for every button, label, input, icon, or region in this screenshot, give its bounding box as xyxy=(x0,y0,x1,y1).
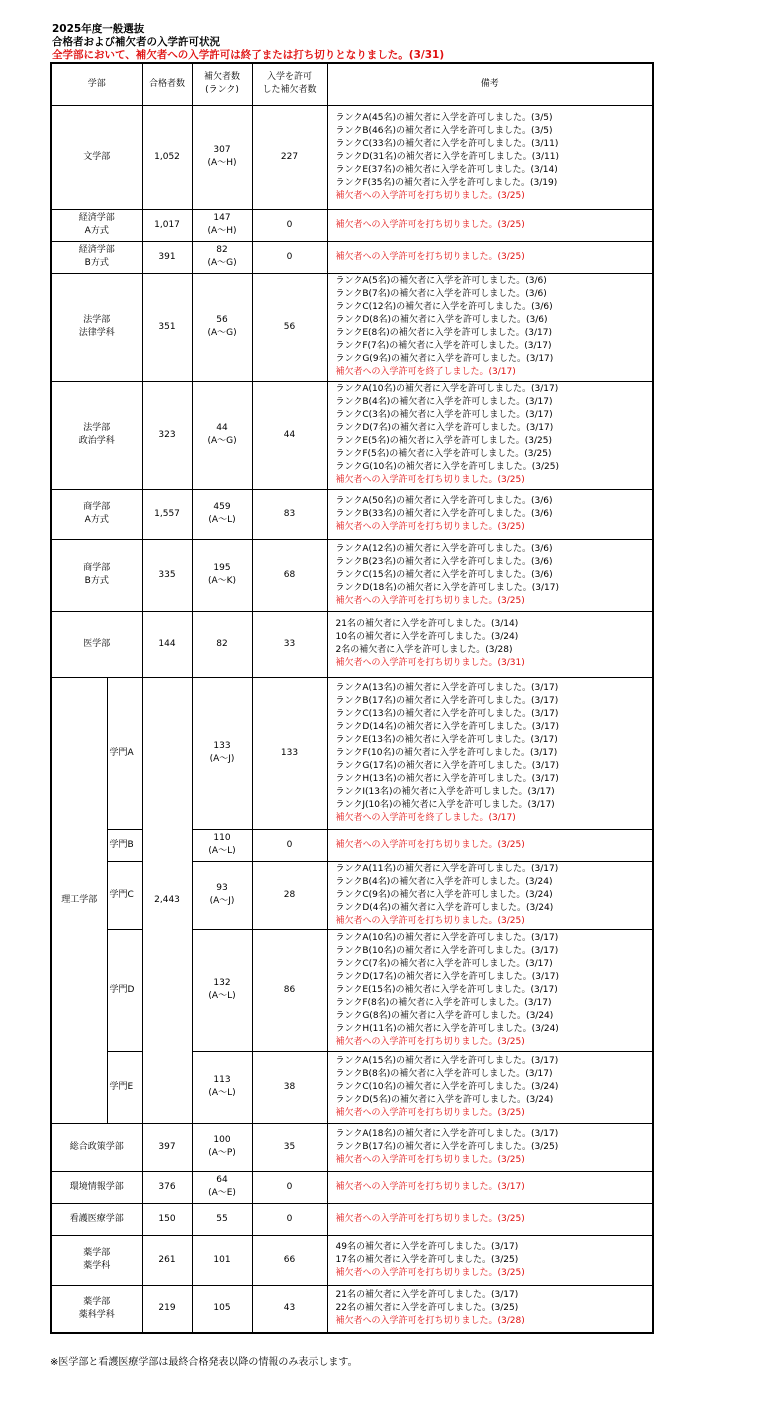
passed-cell: 391 xyxy=(142,241,192,273)
header-waitlist-text xyxy=(193,71,252,97)
waitlist-rank: (A～H) xyxy=(207,226,237,236)
waitlist-cell xyxy=(192,1051,252,1123)
note-line: ランクI(13名)の補欠者に入学を許可しました。(3/17) xyxy=(335,786,555,797)
waitlist-cell xyxy=(192,611,252,677)
faculty-name-line: 薬学部 xyxy=(83,1248,111,1258)
waitlist-cell xyxy=(192,1171,252,1203)
admitted-cell: 38 xyxy=(252,1051,327,1123)
header-admitted-text xyxy=(253,71,327,97)
faculty-cell xyxy=(51,1285,142,1333)
table-row xyxy=(51,273,653,381)
waitlist-count: 195 xyxy=(213,563,231,573)
waitlist-rank: (A～P) xyxy=(208,1148,236,1158)
table-row xyxy=(51,677,653,829)
department-cell: 学門C xyxy=(107,861,142,929)
note-line: ランクC(3名)の補欠者に入学を許可しました。(3/17) xyxy=(335,410,553,420)
note-line: ランクE(13名)の補欠者に入学を許可しました。(3/17) xyxy=(335,734,558,745)
passed-cell: 351 xyxy=(142,273,192,381)
admitted-cell: 86 xyxy=(252,929,327,1051)
waitlist-count: 64 xyxy=(216,1175,228,1185)
notes-cell xyxy=(327,539,653,611)
note-line: ランクC(10名)の補欠者に入学を許可しました。(3/24) xyxy=(335,1081,559,1092)
department-cell: 学門D xyxy=(107,929,142,1051)
note-line: ランクF(10名)の補欠者に入学を許可しました。(3/17) xyxy=(335,747,558,758)
header-passed: 合格者数 xyxy=(142,63,192,105)
faculty-name-line: 経済学部 xyxy=(78,245,115,255)
waitlist-rank: (A～L) xyxy=(208,991,236,1001)
faculty-name-line: B方式 xyxy=(84,576,109,586)
department-cell: 学門B xyxy=(107,829,142,861)
waitlist-rank: (A～K) xyxy=(207,576,237,586)
notes-cell xyxy=(327,105,653,209)
table-header-row xyxy=(51,63,653,105)
note-line: 21名の補欠者に入学を許可しました。(3/14) xyxy=(335,619,519,629)
admitted-cell: 66 xyxy=(252,1235,327,1285)
note-line: ランクD(5名)の補欠者に入学を許可しました。(3/24) xyxy=(335,1094,554,1105)
waitlist-cell xyxy=(192,209,252,241)
faculty-name-line: 法律学科 xyxy=(78,328,115,338)
faculty-cell xyxy=(51,539,142,611)
faculty-name-line: 医学部 xyxy=(83,638,111,649)
waitlist-rank: (A～G) xyxy=(207,328,237,338)
notes-cell xyxy=(327,381,653,489)
table-row xyxy=(51,1051,653,1123)
note-line: ランクA(11名)の補欠者に入学を許可しました。(3/17) xyxy=(335,863,559,874)
faculty-cell xyxy=(51,241,142,273)
note-line: ランクB(46名)の補欠者に入学を許可しました。(3/5) xyxy=(335,125,553,136)
notes-cell xyxy=(327,1235,653,1285)
note-line: ランクA(13名)の補欠者に入学を許可しました。(3/17) xyxy=(335,682,559,693)
notes-cell xyxy=(327,1171,653,1203)
faculty-name-line: 法学部 xyxy=(83,423,111,433)
status-note: 補欠者への入学許可を打ち切りました。(3/25) xyxy=(335,475,525,485)
admitted-cell: 56 xyxy=(252,273,327,381)
faculty-name-line: 看護医療学部 xyxy=(69,1213,124,1224)
waitlist-count: 44 xyxy=(216,423,228,433)
note-line: 21名の補欠者に入学を許可しました。(3/17) xyxy=(335,1290,519,1301)
waitlist-cell xyxy=(192,929,252,1051)
note-line: 2名の補欠者に入学を許可しました。(3/28) xyxy=(335,645,513,655)
waitlist-cell xyxy=(192,241,252,273)
passed-cell: 376 xyxy=(142,1171,192,1203)
admitted-cell: 44 xyxy=(252,381,327,489)
note-line: ランクE(15名)の補欠者に入学を許可しました。(3/17) xyxy=(335,984,558,995)
admission-table xyxy=(50,62,654,1334)
waitlist-rank: (A～J) xyxy=(209,896,235,906)
header-admitted-line: 入学を許可 xyxy=(267,72,313,83)
note-line: ランクG(17名)の補欠者に入学を許可しました。(3/17) xyxy=(335,760,560,771)
header-waitlist xyxy=(192,63,252,105)
status-note: 補欠者への入学許可を打ち切りました。(3/25) xyxy=(335,1154,525,1165)
notes-cell xyxy=(327,611,653,677)
notes-cell xyxy=(327,1123,653,1171)
table-row xyxy=(51,489,653,539)
waitlist-cell xyxy=(192,1235,252,1285)
notes-cell xyxy=(327,929,653,1051)
faculty-name-line: 薬学科 xyxy=(83,1261,111,1271)
waitlist-cell xyxy=(192,381,252,489)
notice-banner: 全学部において、補欠者への入学許可は終了または打ち切りとなりました。(3/31) xyxy=(52,49,445,61)
table-row xyxy=(51,381,653,489)
department-cell: 学門E xyxy=(107,1051,142,1123)
admitted-cell: 43 xyxy=(252,1285,327,1333)
status-note: 補欠者への入学許可を打ち切りました。(3/25) xyxy=(335,251,525,262)
note-line: ランクA(12名)の補欠者に入学を許可しました。(3/6) xyxy=(335,543,553,554)
header-admitted-line: した補欠者数 xyxy=(262,85,317,96)
admitted-cell: 35 xyxy=(252,1123,327,1171)
passed-cell: 219 xyxy=(142,1285,192,1333)
note-line: ランクB(23名)の補欠者に入学を許可しました。(3/6) xyxy=(335,556,553,567)
note-line: ランクF(35名)の補欠者に入学を許可しました。(3/19) xyxy=(335,177,558,188)
faculty-name-line: 総合政策学部 xyxy=(69,1141,124,1152)
waitlist-count: 147 xyxy=(213,213,231,223)
waitlist-count: 459 xyxy=(213,502,231,512)
notes-cell xyxy=(327,1285,653,1333)
waitlist-cell xyxy=(192,677,252,829)
waitlist-rank: (A～L) xyxy=(208,1088,236,1098)
note-line: ランクD(14名)の補欠者に入学を許可しました。(3/17) xyxy=(335,721,559,732)
waitlist-rank: (A～E) xyxy=(208,1188,236,1198)
waitlist-rank: (A～H) xyxy=(207,158,237,168)
waitlist-count: 307 xyxy=(213,145,231,155)
notes-cell xyxy=(327,1051,653,1123)
note-line: ランクH(13名)の補欠者に入学を許可しました。(3/17) xyxy=(335,773,559,784)
note-line: ランクB(4名)の補欠者に入学を許可しました。(3/24) xyxy=(335,876,553,887)
note-line: ランクJ(10名)の補欠者に入学を許可しました。(3/17) xyxy=(335,799,555,810)
notes-cell xyxy=(327,861,653,929)
table-row xyxy=(51,1235,653,1285)
note-line: ランクB(10名)の補欠者に入学を許可しました。(3/17) xyxy=(335,945,559,956)
passed-cell: 335 xyxy=(142,539,192,611)
faculty-name-line: 政治学科 xyxy=(78,436,115,446)
note-line: ランクC(7名)の補欠者に入学を許可しました。(3/17) xyxy=(335,958,553,969)
faculty-cell xyxy=(51,489,142,539)
note-line: ランクC(9名)の補欠者に入学を許可しました。(3/24) xyxy=(335,889,553,900)
faculty-name-line: B方式 xyxy=(84,258,109,268)
waitlist-rank: (A～L) xyxy=(208,515,236,525)
faculty-name-line: 法学部 xyxy=(83,315,111,325)
note-line: ランクD(31名)の補欠者に入学を許可しました。(3/11) xyxy=(335,151,559,162)
note-line: 17名の補欠者に入学を許可しました。(3/25) xyxy=(335,1254,519,1265)
faculty-cell xyxy=(51,1123,142,1171)
faculty-cell xyxy=(51,1235,142,1285)
note-line: ランクF(7名)の補欠者に入学を許可しました。(3/17) xyxy=(335,341,552,351)
passed-cell: 1,017 xyxy=(142,209,192,241)
waitlist-count: 55 xyxy=(216,1213,228,1224)
note-line: ランクC(33名)の補欠者に入学を許可しました。(3/11) xyxy=(335,138,559,149)
page-subtitle: 合格者および補欠者の入学許可状況 xyxy=(52,36,220,48)
admitted-cell: 28 xyxy=(252,861,327,929)
status-note: 補欠者への入学許可を打ち切りました。(3/25) xyxy=(335,521,525,532)
status-note: 補欠者への入学許可を打ち切りました。(3/25) xyxy=(335,915,525,926)
status-note: 補欠者への入学許可を打ち切りました。(3/25) xyxy=(335,595,525,606)
notes-cell xyxy=(327,241,653,273)
table-row xyxy=(51,829,653,861)
status-note: 補欠者への入学許可を打ち切りました。(3/25) xyxy=(335,1213,525,1224)
notes-cell xyxy=(327,489,653,539)
admitted-cell: 0 xyxy=(252,209,327,241)
note-line: ランクH(11名)の補欠者に入学を許可しました。(3/24) xyxy=(335,1023,559,1034)
note-line: ランクE(8名)の補欠者に入学を許可しました。(3/17) xyxy=(335,328,553,338)
header-notes: 備考 xyxy=(327,63,653,105)
passed-cell: 323 xyxy=(142,381,192,489)
header-faculty: 学部 xyxy=(51,63,142,105)
notes-cell xyxy=(327,209,653,241)
faculty-name-line: 環境情報学部 xyxy=(69,1181,124,1192)
waitlist-count: 82 xyxy=(216,638,228,649)
table-row xyxy=(51,1203,653,1235)
note-line: ランクE(37名)の補欠者に入学を許可しました。(3/14) xyxy=(335,164,558,175)
waitlist-rank: (A～G) xyxy=(207,258,237,268)
table-row xyxy=(51,105,653,209)
admitted-cell: 68 xyxy=(252,539,327,611)
header-waitlist-line: 補欠者数 xyxy=(204,72,241,83)
note-line: ランクA(18名)の補欠者に入学を許可しました。(3/17) xyxy=(335,1128,559,1139)
table-row xyxy=(51,1171,653,1203)
waitlist-rank: (A～J) xyxy=(209,754,235,764)
faculty-cell xyxy=(51,105,142,209)
waitlist-rank: (A～G) xyxy=(207,436,237,446)
note-line: ランクG(9名)の補欠者に入学を許可しました。(3/17) xyxy=(335,354,554,364)
note-line: ランクG(10名)の補欠者に入学を許可しました。(3/25) xyxy=(335,462,560,472)
admitted-cell: 0 xyxy=(252,829,327,861)
table-row xyxy=(51,861,653,929)
faculty-cell xyxy=(51,611,142,677)
passed-cell: 1,052 xyxy=(142,105,192,209)
table-row xyxy=(51,209,653,241)
waitlist-cell xyxy=(192,1123,252,1171)
table-row xyxy=(51,1285,653,1333)
faculty-name-line: 商学部 xyxy=(83,563,111,573)
status-note: 補欠者への入学許可を打ち切りました。(3/17) xyxy=(335,1181,525,1192)
faculty-cell: 理工学部 xyxy=(51,677,107,1123)
admitted-cell: 0 xyxy=(252,1171,327,1203)
table-row xyxy=(51,539,653,611)
faculty-cell xyxy=(51,1171,142,1203)
faculty-cell xyxy=(51,273,142,381)
note-line: ランクD(18名)の補欠者に入学を許可しました。(3/17) xyxy=(335,582,559,593)
note-line: ランクA(5名)の補欠者に入学を許可しました。(3/6) xyxy=(335,276,547,286)
status-note: 補欠者への入学許可を打ち切りました。(3/28) xyxy=(335,1316,525,1327)
admitted-cell: 227 xyxy=(252,105,327,209)
note-line: ランクB(4名)の補欠者に入学を許可しました。(3/17) xyxy=(335,397,553,407)
passed-cell: 2,443 xyxy=(142,677,192,1123)
notes-cell xyxy=(327,829,653,861)
faculty-name-line: 薬学部 xyxy=(83,1296,111,1307)
notes-cell xyxy=(327,273,653,381)
status-note: 補欠者への入学許可を打ち切りました。(3/25) xyxy=(335,1107,525,1118)
table-row xyxy=(51,1123,653,1171)
status-note: 補欠者への入学許可を終了しました。(3/17) xyxy=(335,367,516,377)
note-line: ランクA(10名)の補欠者に入学を許可しました。(3/17) xyxy=(335,932,559,943)
passed-cell: 261 xyxy=(142,1235,192,1285)
note-line: ランクB(33名)の補欠者に入学を許可しました。(3/6) xyxy=(335,508,553,519)
waitlist-cell xyxy=(192,861,252,929)
admitted-cell: 83 xyxy=(252,489,327,539)
waitlist-count: 100 xyxy=(213,1135,231,1145)
status-note: 補欠者への入学許可を打ち切りました。(3/25) xyxy=(335,1036,525,1047)
status-note: 補欠者への入学許可を終了しました。(3/17) xyxy=(335,812,516,823)
header-waitlist-line: (ランク) xyxy=(205,85,239,96)
waitlist-count: 93 xyxy=(216,883,228,893)
note-line: ランクB(8名)の補欠者に入学を許可しました。(3/17) xyxy=(335,1068,553,1079)
faculty-cell xyxy=(51,381,142,489)
waitlist-cell xyxy=(192,539,252,611)
note-line: ランクA(15名)の補欠者に入学を許可しました。(3/17) xyxy=(335,1055,559,1066)
note-line: ランクC(12名)の補欠者に入学を許可しました。(3/6) xyxy=(335,302,553,312)
passed-cell: 1,557 xyxy=(142,489,192,539)
passed-cell: 144 xyxy=(142,611,192,677)
status-note: 補欠者への入学許可を打ち切りました。(3/25) xyxy=(335,1267,525,1278)
faculty-name-line: A方式 xyxy=(84,226,109,236)
waitlist-count: 105 xyxy=(213,1303,231,1314)
admitted-cell: 0 xyxy=(252,1203,327,1235)
note-line: ランクG(8名)の補欠者に入学を許可しました。(3/24) xyxy=(335,1010,554,1021)
waitlist-cell xyxy=(192,105,252,209)
note-line: ランクD(7名)の補欠者に入学を許可しました。(3/17) xyxy=(335,423,554,433)
note-line: ランクF(8名)の補欠者に入学を許可しました。(3/17) xyxy=(335,997,552,1008)
waitlist-count: 56 xyxy=(216,315,228,325)
note-line: 22名の補欠者に入学を許可しました。(3/25) xyxy=(335,1303,519,1314)
note-line: ランクD(4名)の補欠者に入学を許可しました。(3/24) xyxy=(335,902,554,913)
page-title: 2025年度一般選抜 xyxy=(52,23,145,35)
waitlist-cell xyxy=(192,489,252,539)
table-row xyxy=(51,929,653,1051)
waitlist-count: 82 xyxy=(216,245,228,255)
status-note: 補欠者への入学許可を打ち切りました。(3/25) xyxy=(335,219,525,230)
waitlist-cell xyxy=(192,1203,252,1235)
table-row xyxy=(51,241,653,273)
admitted-cell: 133 xyxy=(252,677,327,829)
faculty-name-line: 文学部 xyxy=(83,151,111,162)
faculty-name-line: 経済学部 xyxy=(78,213,115,223)
passed-cell: 397 xyxy=(142,1123,192,1171)
note-line: ランクD(17名)の補欠者に入学を許可しました。(3/17) xyxy=(335,971,559,982)
note-line: ランクA(45名)の補欠者に入学を許可しました。(3/5) xyxy=(335,112,553,123)
note-line: ランクA(10名)の補欠者に入学を許可しました。(3/17) xyxy=(335,384,559,394)
waitlist-count: 110 xyxy=(213,833,231,843)
note-line: ランクC(13名)の補欠者に入学を許可しました。(3/17) xyxy=(335,708,559,719)
note-line: ランクB(17名)の補欠者に入学を許可しました。(3/25) xyxy=(335,1141,559,1152)
note-line: ランクE(5名)の補欠者に入学を許可しました。(3/25) xyxy=(335,436,553,446)
waitlist-count: 133 xyxy=(213,741,231,751)
header-admitted xyxy=(252,63,327,105)
note-line: 10名の補欠者に入学を許可しました。(3/24) xyxy=(335,632,519,642)
waitlist-count: 101 xyxy=(213,1254,231,1265)
note-line: ランクB(17名)の補欠者に入学を許可しました。(3/17) xyxy=(335,695,559,706)
admitted-cell: 0 xyxy=(252,241,327,273)
table-row xyxy=(51,611,653,677)
waitlist-count: 132 xyxy=(213,978,231,988)
footnote: ※医学部と看護医療学部は最終合格発表以降の情報のみ表示します。 xyxy=(50,1357,358,1368)
faculty-name-line: 商学部 xyxy=(83,502,111,512)
waitlist-cell xyxy=(192,1285,252,1333)
status-note: 補欠者への入学許可を打ち切りました。(3/31) xyxy=(335,658,525,668)
faculty-cell xyxy=(51,209,142,241)
note-line: ランクA(50名)の補欠者に入学を許可しました。(3/6) xyxy=(335,495,553,506)
department-cell: 学門A xyxy=(107,677,142,829)
admitted-cell: 33 xyxy=(252,611,327,677)
status-note: 補欠者への入学許可を打ち切りました。(3/25) xyxy=(335,839,525,850)
note-line: 49名の補欠者に入学を許可しました。(3/17) xyxy=(335,1241,519,1252)
status-note: 補欠者への入学許可を打ち切りました。(3/25) xyxy=(335,190,525,201)
notes-cell xyxy=(327,1203,653,1235)
note-line: ランクD(8名)の補欠者に入学を許可しました。(3/6) xyxy=(335,315,548,325)
waitlist-cell xyxy=(192,273,252,381)
passed-cell: 150 xyxy=(142,1203,192,1235)
faculty-name-line: A方式 xyxy=(84,515,109,525)
waitlist-rank: (A～L) xyxy=(208,846,236,856)
waitlist-cell xyxy=(192,829,252,861)
faculty-name-line: 薬科学科 xyxy=(78,1309,115,1320)
faculty-cell xyxy=(51,1203,142,1235)
notes-cell xyxy=(327,677,653,829)
note-line: ランクF(5名)の補欠者に入学を許可しました。(3/25) xyxy=(335,449,552,459)
note-line: ランクC(15名)の補欠者に入学を許可しました。(3/6) xyxy=(335,569,553,580)
waitlist-count: 113 xyxy=(213,1075,231,1085)
note-line: ランクB(7名)の補欠者に入学を許可しました。(3/6) xyxy=(335,289,547,299)
